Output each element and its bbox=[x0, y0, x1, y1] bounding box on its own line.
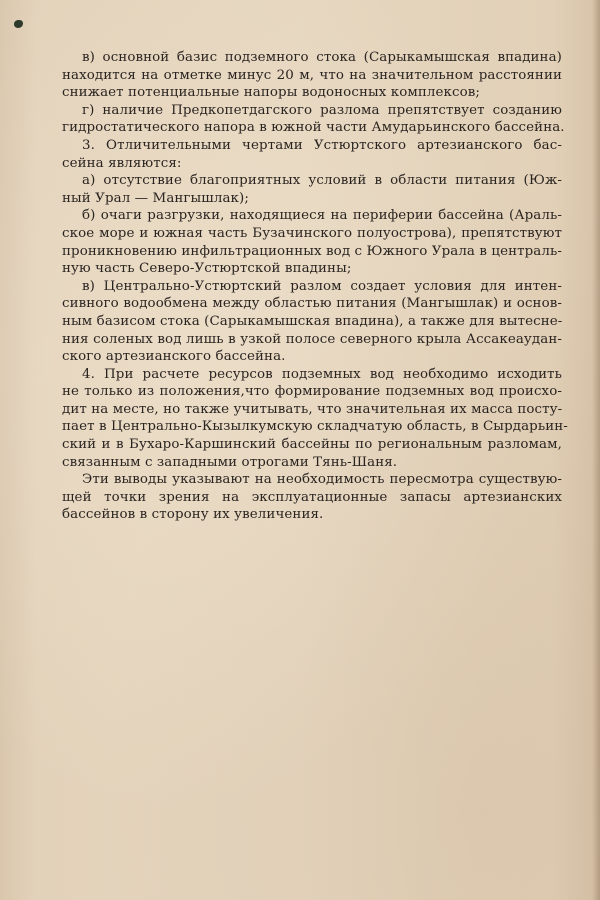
text-line: не только из положения,что формирование подземных вод происхо- bbox=[62, 384, 562, 400]
text-line: 3. Отличительными чертами Устюртского артезианского бас- bbox=[82, 137, 562, 153]
text-line: б) очаги разгрузки, находящиеся на периферии бассейна (Араль- bbox=[82, 208, 562, 224]
text-line: связанным с западными отрогами Тянь-Шаня. bbox=[62, 454, 398, 470]
text-line: ния соленых вод лишь в узкой полосе северного крыла Ассакеаудан- bbox=[62, 331, 562, 347]
ink-spot bbox=[14, 20, 23, 28]
text-line: в) Центрально-Устюртский разлом создает условия для интен- bbox=[82, 278, 562, 294]
text-line: ского артезианского бассейна. bbox=[62, 349, 286, 365]
text-line: в) основной базис подземного стока (Сарыкамышская впадина) bbox=[82, 50, 562, 65]
text-line: ское море и южная часть Бузачинского полуострова), препятствуют bbox=[62, 225, 562, 241]
text-line: гидростатического напора в южной части Амударьинского бассейна. bbox=[62, 120, 565, 136]
text-line: дит на месте, но также учитывать, что значительная их масса посту- bbox=[62, 401, 563, 417]
text-line: ную часть Северо-Устюртской впадины; bbox=[62, 261, 352, 277]
page-edge-shadow bbox=[592, 0, 600, 900]
text-line: находится на отметке минус 20 м, что на значительном расстоянии bbox=[62, 67, 562, 83]
text-line: Эти выводы указывают на необходимость пересмотра существую- bbox=[82, 472, 562, 488]
body-text bbox=[62, 49, 568, 524]
text-line: сейна являются: bbox=[62, 155, 182, 171]
text-line: г) наличие Предкопетдагского разлома препятствует созданию bbox=[82, 102, 562, 118]
text-line: бассейнов в сторону их увеличения. bbox=[62, 507, 324, 523]
text-line: ным базисом стока (Сарыкамышская впадина), а также для вытесне- bbox=[62, 313, 563, 329]
text-line: проникновению инфильтрационных вод с Южного Урала в централь- bbox=[62, 243, 563, 259]
text-line: щей точки зрения на эксплуатационные запасы артезианских bbox=[62, 489, 562, 505]
text-line: снижает потенциальные напоры водоносных комплексов; bbox=[62, 85, 481, 101]
text-line: ный Урал — Мангышлак); bbox=[62, 190, 249, 206]
text-line: сивного водообмена между областью питания (Мангышлак) и основ- bbox=[62, 296, 562, 312]
text-line: ский и в Бухаро-Каршинский бассейны по региональным разломам, bbox=[62, 437, 562, 453]
text-line: а) отсутствие благоприятных условий в области питания (Юж- bbox=[82, 173, 562, 189]
text-line: пает в Центрально-Кызылкумскую складчатую область, в Сырдарьин- bbox=[62, 419, 568, 435]
text-line: 4. При расчете ресурсов подземных вод необходимо исходить bbox=[82, 366, 562, 382]
